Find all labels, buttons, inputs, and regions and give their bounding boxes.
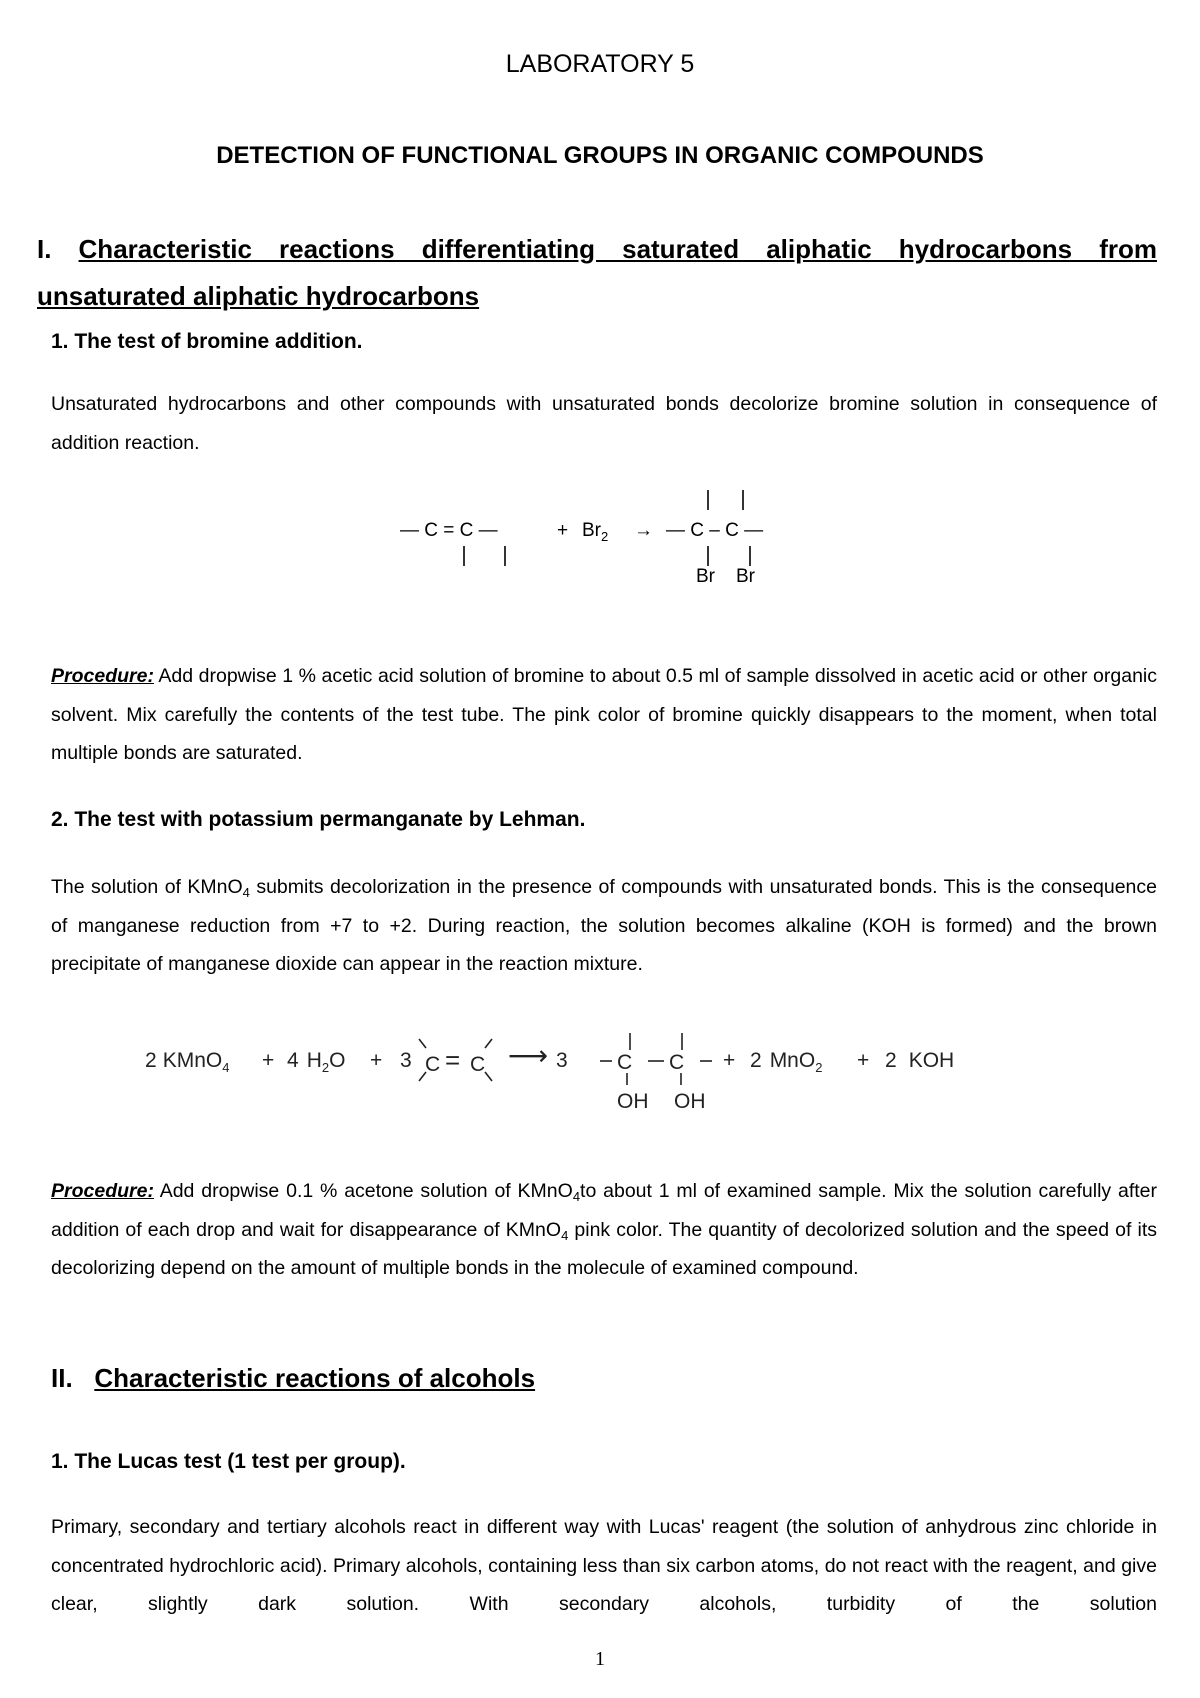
equation-plus: + bbox=[557, 520, 569, 541]
reaction-arrow: ⟶ bbox=[508, 1040, 549, 1071]
product-substituent-left: Br bbox=[696, 566, 715, 587]
lab-title: LABORATORY 5 bbox=[505, 50, 695, 78]
section-1-title-line2: unsaturated aliphatic hydrocarbons bbox=[37, 281, 480, 311]
section-1-heading-line2 bbox=[37, 273, 1157, 320]
procedure-label: Procedure: bbox=[51, 665, 154, 687]
procedure-text: Add dropwise 1 % acetic acid solution of bromine to about 0.5 ml of sample dissolved in acetic acid or other organic solvent. Mix carefully the contents of the test tube. The pink color of bromine quickly disappears to the moment, when total multiple bonds are saturated. bbox=[51, 665, 1157, 764]
svg-text:+: + bbox=[262, 1049, 275, 1072]
svg-text:+: + bbox=[857, 1049, 870, 1072]
permanganate-equation bbox=[0, 1015, 1200, 1115]
test-1-heading: 1. The test of bromine addition. bbox=[51, 330, 363, 353]
bromine-addition-equation bbox=[0, 478, 1200, 593]
equation-arrow: → bbox=[634, 520, 653, 541]
lucas-test-description: Primary, secondary and tertiary alcohols react in different way with Lucas' reagent (the solution of anhydrous zinc chloride in concentrated hydrochloric acid). Primary alcohols, containing less than six carbon atoms, do not react with the reagent, and give clear, slightly dark solution. With secondary alcohols, turbidity of the solution bbox=[51, 1516, 1157, 1615]
equation-product: — C – C — bbox=[666, 520, 764, 541]
hydroxyl-1: OH bbox=[617, 1090, 649, 1113]
svg-text:C: C bbox=[669, 1051, 685, 1074]
section-2-numeral: II. bbox=[51, 1363, 73, 1393]
test-2-procedure: Procedure: Add dropwise 0.1 % acetone solution of KMnO$_4$to about 1 ml of examined sample. Mix the solution carefully after addition of each drop and wait for disappearance of KMnO$_4$ pink color. The quantity of decolorized solution and the speed of its decolorizing depend on the amount of multiple bonds in the molecule of examined compound. bbox=[51, 1180, 1157, 1279]
section-2-title: Characteristic reactions of alcohols bbox=[94, 1363, 536, 1393]
equation-reagent: $Br_2$ bbox=[582, 520, 609, 544]
svg-text:C: C bbox=[617, 1051, 633, 1074]
procedure-label: Procedure: bbox=[51, 1180, 154, 1202]
svg-text:3: 3 bbox=[556, 1049, 568, 1072]
svg-text:3: 3 bbox=[400, 1049, 412, 1072]
svg-text:2KOH: 2 KOH bbox=[885, 1049, 955, 1072]
section-1-title-line1: Characteristic reactions differentiating saturated aliphatic hydrocarbons from bbox=[78, 234, 1157, 264]
svg-text:2MnO2: 2 MnO$_2$ bbox=[750, 1049, 823, 1075]
alkene-c1: C bbox=[425, 1053, 441, 1076]
section-1-numeral: I. bbox=[37, 234, 52, 264]
equation-reactant: — C = C — bbox=[400, 520, 498, 541]
hydroxyl-2: OH bbox=[674, 1090, 706, 1113]
section-1-heading bbox=[37, 226, 1157, 273]
alkene-c2: C bbox=[470, 1053, 486, 1076]
test-2-heading: 2. The test with potassium permanganate by Lehman. bbox=[51, 808, 586, 831]
test-2-description: The solution of KMnO$_4$ submits decolorization in the presence of compounds with unsaturated bonds. This is the consequence of manganese reduction from +7 to +2. During reaction, the solution becomes alkaline (KOH is formed) and the brown precipitate of manganese dioxide can appear in the reaction mixture. bbox=[51, 876, 1157, 975]
svg-text:2KMnO4: 2 KMnO$_4$ bbox=[145, 1049, 230, 1075]
svg-text:+: + bbox=[370, 1049, 383, 1072]
page-number: 1 bbox=[595, 1648, 605, 1670]
lucas-test-heading: 1. The Lucas test (1 test per group). bbox=[51, 1450, 406, 1473]
svg-text:+: + bbox=[723, 1049, 736, 1072]
product-substituent-right: Br bbox=[736, 566, 755, 587]
alkene-double-bond: = bbox=[445, 1045, 461, 1075]
test-1-description: Unsaturated hydrocarbons and other compounds with unsaturated bonds decolorize bromine solution in consequence of addition reaction. bbox=[51, 393, 1157, 454]
svg-text:4H2O: 4 $H_2O$ bbox=[287, 1049, 346, 1075]
test-1-procedure bbox=[51, 657, 1157, 773]
document-title: DETECTION OF FUNCTIONAL GROUPS IN ORGANIC COMPOUNDS bbox=[216, 142, 984, 169]
section-2-heading bbox=[51, 1363, 535, 1394]
